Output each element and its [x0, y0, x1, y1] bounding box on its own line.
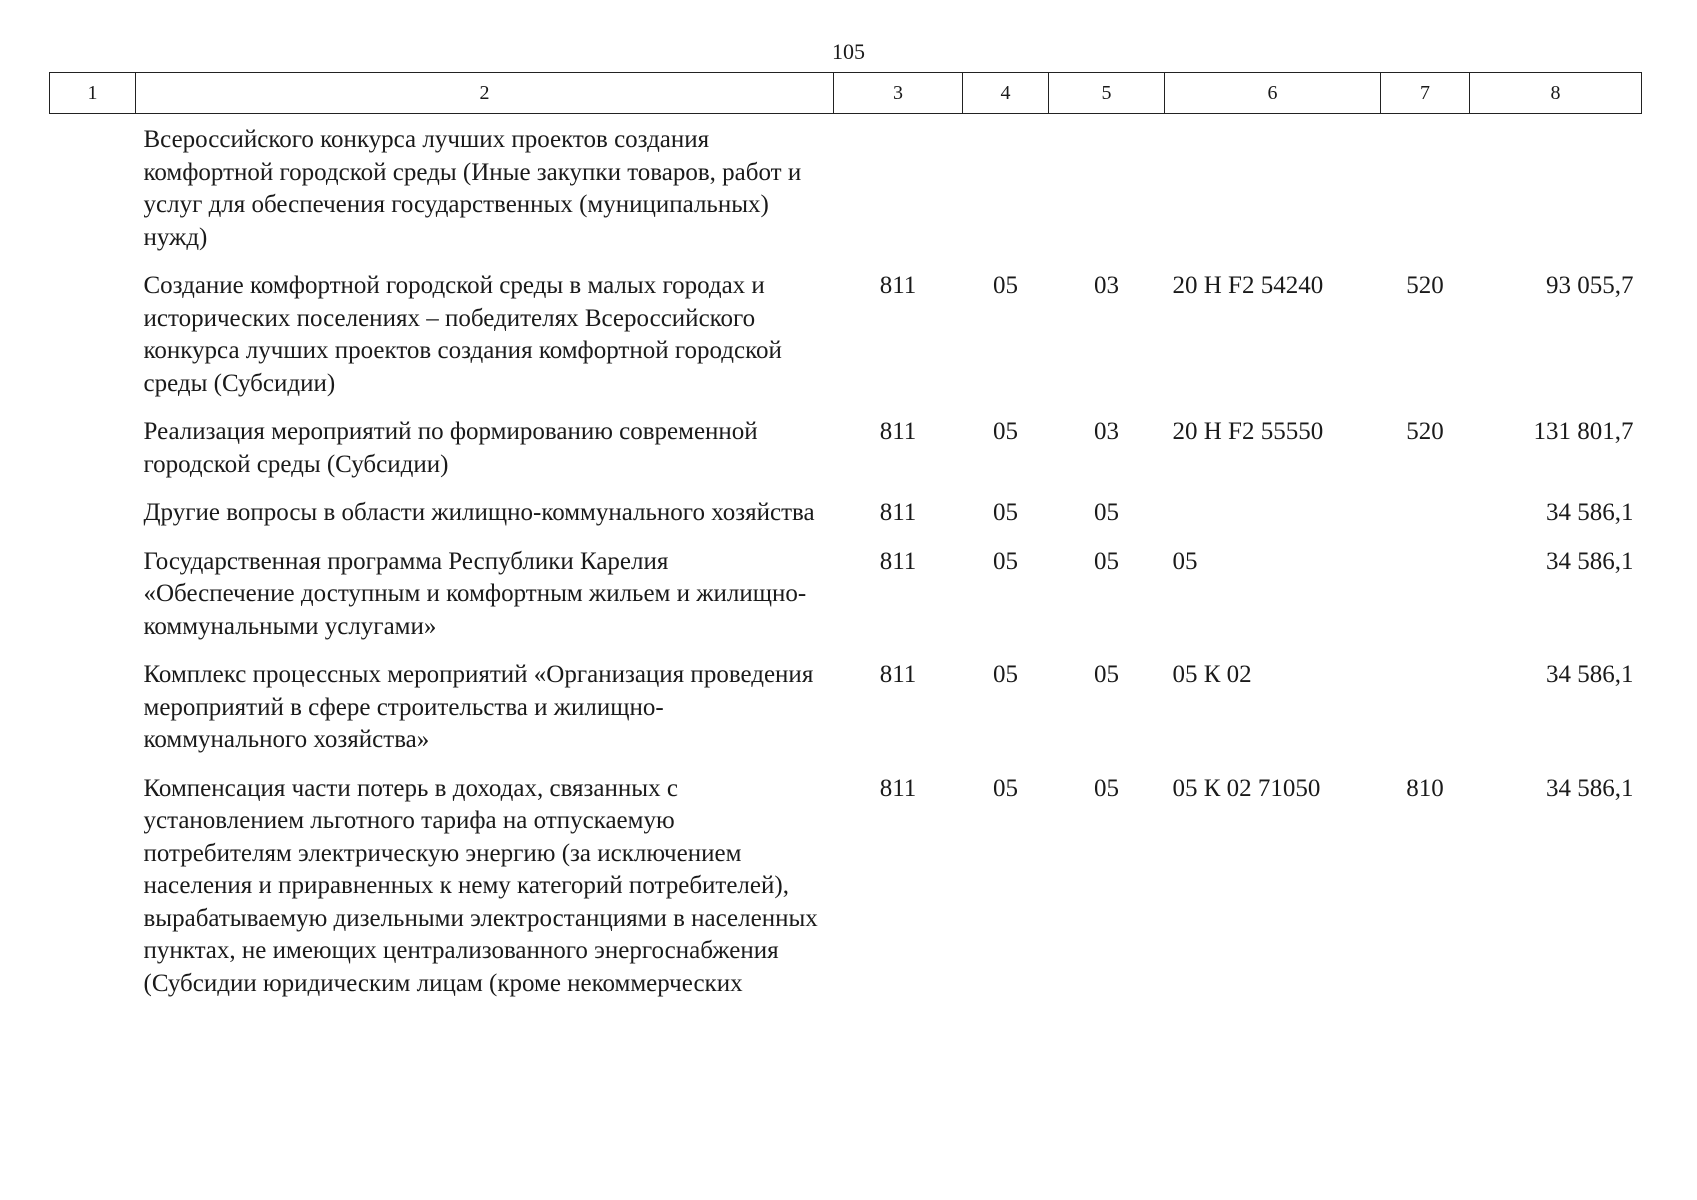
row-ministry: [834, 114, 963, 271]
row-ministry: 811: [879, 547, 917, 575]
row-expense-type: 520: [1406, 418, 1444, 445]
table-row: [50, 546, 1642, 660]
row-expense-type: [1381, 114, 1470, 271]
row-amount: 34 586,1: [1546, 661, 1634, 688]
row-section: 05: [993, 661, 1018, 688]
row-amount: 34 586,1: [1546, 499, 1634, 526]
row-amount: [1470, 114, 1642, 271]
row-target-article: 20 Н F2 54240: [1172, 272, 1324, 299]
row-subsection: [1049, 114, 1165, 271]
column-header-5: 5: [1049, 73, 1165, 114]
row-expense-type: [1381, 546, 1470, 660]
row-amount: 34 586,1: [1546, 774, 1634, 802]
column-header-8: 8: [1470, 73, 1642, 114]
row-ministry: 811: [879, 272, 917, 299]
row-target-article: [1165, 497, 1381, 546]
table-row: [50, 773, 1642, 1017]
table-row: [50, 270, 1642, 416]
page-number: 105: [832, 39, 865, 64]
row-section: 05: [993, 547, 1018, 575]
row-target-article: 05: [1172, 547, 1198, 575]
header-row: [50, 73, 1642, 114]
row-subsection: 05: [1094, 774, 1119, 802]
row-subsection: 05: [1094, 661, 1119, 688]
column-header-6: 6: [1165, 73, 1381, 114]
row-target-article: 05 К 02 71050: [1172, 774, 1321, 802]
column-header-4: 4: [963, 73, 1049, 114]
table-body: [50, 114, 1642, 1017]
row-expense-type: 520: [1406, 272, 1444, 299]
row-section: 05: [993, 272, 1018, 299]
table-row: [50, 497, 1642, 546]
row-section: 05: [993, 774, 1018, 802]
row-expense-type: [1381, 497, 1470, 546]
row-target-article: [1165, 114, 1381, 271]
row-ministry: 811: [879, 661, 917, 688]
row-name: Всероссийского конкурса лучших проектов создания комфортной городской среды (Иные закупки товаров, работ и услуг для обеспечения государственных (муниципальных) нужд): [143, 126, 802, 251]
column-header-2: 2: [136, 73, 834, 114]
row-amount: 131 801,7: [1533, 418, 1634, 445]
row-subsection: 03: [1094, 418, 1119, 445]
row-subsection: 03: [1094, 272, 1119, 299]
row-name: Создание комфортной городской среды в малых городах и исторических поселениях – победителях Всероссийского конкурса лучших проектов создания комфортной городской среды (Субсидии): [143, 272, 782, 397]
table-header: [50, 73, 1642, 114]
row-name: Реализация мероприятий по формированию современной городской среды (Субсидии): [143, 418, 758, 478]
column-header-7: 7: [1381, 73, 1470, 114]
budget-table: [49, 72, 1642, 1016]
table-row: [50, 659, 1642, 773]
row-ministry: 811: [879, 774, 917, 802]
row-name: Комплекс процессных мероприятий «Организация проведения мероприятий в сфере строительства и жилищно-коммунального хозяйства»: [143, 661, 814, 753]
row-section: 05: [993, 499, 1018, 526]
row-ministry: 811: [879, 418, 917, 445]
row-name: Другие вопросы в области жилищно-коммунального хозяйства: [143, 499, 815, 526]
table-row: [50, 416, 1642, 497]
row-name: Компенсация части потерь в доходах, связанных с установлением льготного тарифа на отпускаемую потребителям электрическую энергию (за исключением населения и приравненных к нему категорий потребителей), вырабатываемую дизельными электростанциями в населенных пунктах, не имеющих централизованного энергоснабжения (Субсидии юридическим лицам (кроме некоммерческих: [143, 774, 818, 997]
row-expense-type: 810: [1406, 774, 1444, 802]
row-target-article: 20 Н F2 55550: [1172, 418, 1324, 445]
column-header-1: 1: [50, 73, 136, 114]
row-expense-type: [1381, 659, 1470, 773]
row-name: Государственная программа Республики Карелия «Обеспечение доступным и комфортным жильем и жилищно-коммунальными услугами»: [143, 547, 807, 640]
row-ministry: 811: [879, 499, 917, 526]
row-subsection: 05: [1094, 547, 1119, 575]
row-section: 05: [993, 418, 1018, 445]
row-amount: 34 586,1: [1546, 547, 1634, 575]
row-section: [963, 114, 1049, 271]
row-subsection: 05: [1094, 499, 1119, 526]
row-target-article: 05 К 02: [1172, 661, 1252, 688]
column-header-3: 3: [834, 73, 963, 114]
row-amount: 93 055,7: [1546, 272, 1634, 299]
table-row: [50, 114, 1642, 271]
